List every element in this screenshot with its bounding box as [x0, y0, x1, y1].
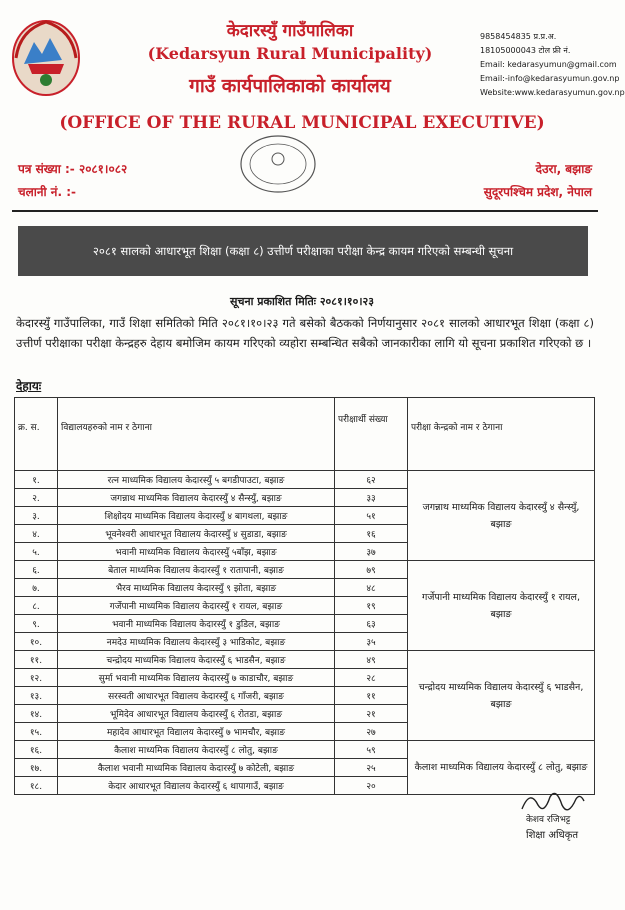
- row-school: भवानी माध्यमिक विद्यालय केदारस्युँ ५बाँझ, बझाङ: [58, 543, 335, 561]
- row-sn: १७.: [15, 759, 58, 777]
- dehay-label: देहायः: [16, 379, 42, 393]
- row-school: बेताल माध्यमिक विद्यालय केदारस्युँ १ रातापानी, बझाङ: [58, 561, 335, 579]
- row-school: भैरव माध्यमिक विद्यालय केदारस्युँ ९ झोता, बझाङ: [58, 579, 335, 597]
- notice-banner: [18, 226, 588, 276]
- office-title-en: (OFFICE OF THE RURAL MUNICIPAL EXECUTIVE): [59, 113, 545, 133]
- row-sn: १४.: [15, 705, 58, 723]
- row-school: महादेव आधारभूत विद्यालय केदारस्युँ ७ भामचौर, बझाङ: [58, 723, 335, 741]
- row-school: भवानी माध्यमिक विद्यालय केदारस्युँ १ डुडिल, बझाङ: [58, 615, 335, 633]
- row-exam-center: जगन्नाथ माध्यमिक विद्यालय केदारस्युँ ४ सैन्स्युँ, बझाङ: [408, 471, 595, 561]
- row-exam-center: गर्जेपानी माध्यमिक विद्यालय केदारस्युँ १ रायल, बझाङ: [408, 561, 595, 651]
- col-header-center: परीक्षा केन्द्रको नाम र ठेगाना: [408, 398, 595, 471]
- reference-number: पत्र संख्या :- २०८१।०८२: [18, 162, 128, 176]
- row-school: कैलाश भवानी माध्यमिक विद्यालय केदारस्युँ ७ कोटेली, बझाङ: [58, 759, 335, 777]
- row-count: ३७: [335, 543, 408, 561]
- row-exam-center: कैलाश माध्यमिक विद्यालय केदारस्युँ ८ लोतु, बझाङ: [408, 741, 595, 795]
- row-count: ४८: [335, 579, 408, 597]
- notice-body: केदारस्युँ गाउँपालिका, गाउँ शिक्षा समितिको मिति २०८१।१०।२३ गते बसेको बैठकको निर्णयानुसार २०८१ सालको आधारभूत शिक्षा (कक्षा ८) उत्तीर्ण परीक्षाका परीक्षा केन्द्रहरु देहाय बमोजिम कायम गरिएको व्यहोरा सम्बन्धित सबैको जानकारीका लागि यो सूचना प्रकाशित गरिएको छ ।: [16, 316, 594, 350]
- col-header-sn: क्र. स.: [15, 398, 58, 471]
- row-school: कैलाश माध्यमिक विद्यालय केदारस्युँ ८ लोतु, बझाङ: [58, 741, 335, 759]
- header-divider: [12, 210, 598, 212]
- office-seal-stamp: [238, 133, 318, 195]
- row-count: २५: [335, 759, 408, 777]
- col-header-count: परीक्षार्थी संख्या: [335, 398, 408, 471]
- signatory-title: शिक्षा अधिकृत: [526, 830, 579, 841]
- row-school: जगन्नाथ माध्यमिक विद्यालय केदारस्युँ ४ सैन्स्युँ, बझाङ: [58, 489, 335, 507]
- col-header-school: विद्यालयहरुको नाम र ठेगाना: [58, 398, 335, 471]
- row-count: २८: [335, 669, 408, 687]
- phone-number: 9858454835 प्र.प्र.अ.: [480, 32, 557, 41]
- row-school: भूमिदेव आधारभूत विद्यालय केदारस्युँ ६ रोतडा, बझाङ: [58, 705, 335, 723]
- row-count: ७९: [335, 561, 408, 579]
- row-exam-center: चन्द्रोदय माध्यमिक विद्यालय केदारस्युँ ६ भाडसैन, बझाङ: [408, 651, 595, 741]
- row-sn: २.: [15, 489, 58, 507]
- row-count: ११: [335, 687, 408, 705]
- table-row: [15, 561, 595, 579]
- row-count: ३५: [335, 633, 408, 651]
- table-row: [15, 471, 595, 489]
- row-school: रत्न माध्यमिक विद्यालय केदारस्युँ ५ बगडीपाउटा, बझाङ: [58, 471, 335, 489]
- row-count: ४९: [335, 651, 408, 669]
- notice-banner-text: २०८१ सालको आधारभूत शिक्षा (कक्षा ८) उत्तीर्ण परीक्षाका परीक्षा केन्द्र कायम गरिएको सम्बन्धी सूचना: [92, 243, 514, 258]
- row-sn: १.: [15, 471, 58, 489]
- toll-free-number: 18105000043 टोल फ्री नं.: [480, 46, 571, 55]
- municipality-title-np: केदारस्युँ गाउँपालिका: [226, 21, 354, 41]
- row-school: भूवनेश्वरी आधारभूत विद्यालय केदारस्युँ ४ सुडाडा, बझाङ: [58, 525, 335, 543]
- publish-date: सूचना प्रकाशित मितिः २०८१।१०।२३: [230, 295, 374, 308]
- row-sn: १६.: [15, 741, 58, 759]
- row-school: सुर्मा भवानी माध्यमिक विद्यालय केदारस्युँ ७ काडाचौर, बझाङ: [58, 669, 335, 687]
- contact-block: [480, 30, 625, 100]
- office-place: देउरा, बझाङ: [535, 162, 592, 176]
- table-row: [15, 741, 595, 759]
- row-count: २१: [335, 705, 408, 723]
- municipality-title-en: (Kedarsyun Rural Municipality): [147, 44, 433, 63]
- row-count: ६३: [335, 615, 408, 633]
- row-count: १९: [335, 597, 408, 615]
- office-province: सुदूरपश्चिम प्रदेश, नेपाल: [483, 185, 592, 199]
- office-title-np: गाउँ कार्यपालिकाको कार्यालय: [189, 75, 391, 97]
- row-sn: ५.: [15, 543, 58, 561]
- row-sn: ७.: [15, 579, 58, 597]
- signatory-name: केशव रजिभट्ट: [526, 815, 571, 825]
- row-count: ३३: [335, 489, 408, 507]
- row-sn: १०.: [15, 633, 58, 651]
- row-sn: ८.: [15, 597, 58, 615]
- exam-center-table: [14, 397, 595, 795]
- row-school: केदार आधारभूत विद्यालय केदारस्युँ ६ थापागाउँ, बझाङ: [58, 777, 335, 795]
- nepal-emblem-logo: [10, 18, 82, 98]
- row-school: गर्जेपानी माध्यमिक विद्यालय केदारस्युँ १ रायल, बझाङ: [58, 597, 335, 615]
- row-school: सरस्वती आधारभूत विद्यालय केदारस्युँ ६ गाँजरी, बझाङ: [58, 687, 335, 705]
- row-sn: ९.: [15, 615, 58, 633]
- email-primary: Email: kedarasyumun@gmail.com: [480, 60, 617, 69]
- row-count: ५१: [335, 507, 408, 525]
- row-sn: ४.: [15, 525, 58, 543]
- dispatch-number: चलानी नं. :-: [18, 185, 76, 199]
- row-sn: ११.: [15, 651, 58, 669]
- row-sn: १५.: [15, 723, 58, 741]
- row-sn: १३.: [15, 687, 58, 705]
- row-sn: ३.: [15, 507, 58, 525]
- row-school: नमदेउ माध्यमिक विद्यालय केदारस्युँ ३ भाडिकोट, बझाङ: [58, 633, 335, 651]
- row-school: चन्द्रोदय माध्यमिक विद्यालय केदारस्युँ ६ भाडसैन, बझाङ: [58, 651, 335, 669]
- row-count: ५९: [335, 741, 408, 759]
- table-row: [15, 651, 595, 669]
- row-count: ६२: [335, 471, 408, 489]
- row-sn: ६.: [15, 561, 58, 579]
- row-count: १६: [335, 525, 408, 543]
- row-count: २०: [335, 777, 408, 795]
- website: Website:www.kedarasyumun.gov.np: [480, 88, 625, 97]
- row-count: २७: [335, 723, 408, 741]
- row-sn: १२.: [15, 669, 58, 687]
- row-school: शिक्षोदय माध्यमिक विद्यालय केदारस्युँ ४ बागथला, बझाङ: [58, 507, 335, 525]
- row-sn: १८.: [15, 777, 58, 795]
- email-secondary: Email:-info@kedarasyumun.gov.np: [480, 74, 620, 83]
- table-header-row: [15, 398, 595, 471]
